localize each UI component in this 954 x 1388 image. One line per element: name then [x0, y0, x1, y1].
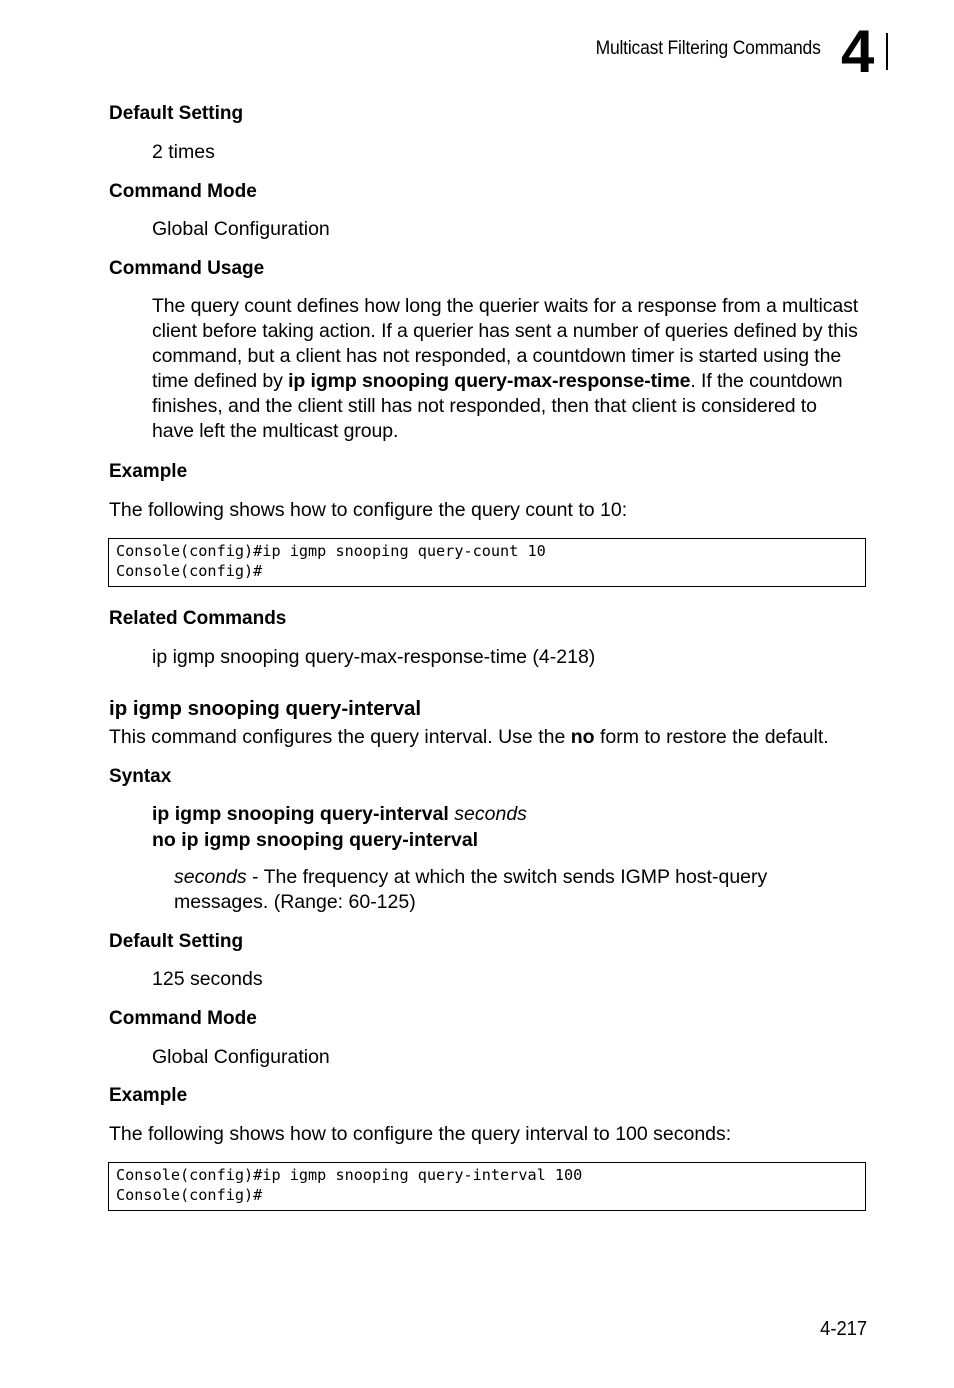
parameter-description: seconds - The frequency at which the switch sends IGMP host-query messages. (Range: 60-125) — [174, 866, 768, 913]
related-commands-heading: Related Commands — [109, 608, 287, 629]
code-line: Console(config)# — [116, 562, 263, 580]
command-mode-heading: Command Mode — [109, 181, 257, 202]
command-usage-text: The query count defines how long the querier waits for a response from a multicast client before taking action. If a querier has sent a number of queries defined by this command, but a client has not responded, a countdown timer is started using the time defined by ip igmp snooping query-max-response-time. If the countdown finishes, and the client still has not responded, then that client is considered to have left the multicast group. — [152, 295, 859, 442]
code-line: Console(config)# — [116, 1186, 263, 1204]
running-title: Multicast Filtering Commands — [595, 38, 821, 59]
example-text: The following shows how to configure the query count to 10: — [109, 499, 628, 521]
syntax-heading: Syntax — [109, 766, 172, 787]
example-heading: Example — [109, 461, 188, 482]
default-setting-value: 2 times — [152, 141, 215, 163]
default-setting-value: 125 seconds — [152, 968, 263, 990]
code-line: Console(config)#ip igmp snooping query-count 10 — [116, 542, 546, 560]
chapter-number: 4 — [841, 18, 875, 85]
syntax-no-line: no ip igmp snooping query-interval — [152, 829, 479, 851]
example-heading: Example — [109, 1085, 188, 1106]
usage-command-ref: ip igmp snooping query-max-response-time — [288, 370, 691, 392]
command-mode-heading: Command Mode — [109, 1008, 257, 1029]
default-setting-heading: Default Setting — [109, 103, 244, 124]
command-description: This command configures the query interval. Use the no form to restore the default. — [109, 726, 829, 748]
code-example-2 — [108, 1162, 866, 1211]
command-usage-heading: Command Usage — [109, 258, 265, 279]
related-commands-value: ip igmp snooping query-max-response-time (4-218) — [152, 646, 596, 668]
command-mode-value: Global Configuration — [152, 218, 330, 240]
code-example-1 — [108, 538, 866, 587]
command-mode-value: Global Configuration — [152, 1046, 330, 1068]
syntax-line: ip igmp snooping query-interval seconds — [152, 803, 527, 825]
command-title: ip igmp snooping query-interval — [109, 697, 422, 720]
example-text: The following shows how to configure the query interval to 100 seconds: — [109, 1123, 732, 1145]
default-setting-heading: Default Setting — [109, 931, 244, 952]
code-line: Console(config)#ip igmp snooping query-interval 100 — [116, 1166, 583, 1184]
chapter-rule — [886, 33, 888, 70]
page-number: 4-217 — [819, 1318, 867, 1340]
